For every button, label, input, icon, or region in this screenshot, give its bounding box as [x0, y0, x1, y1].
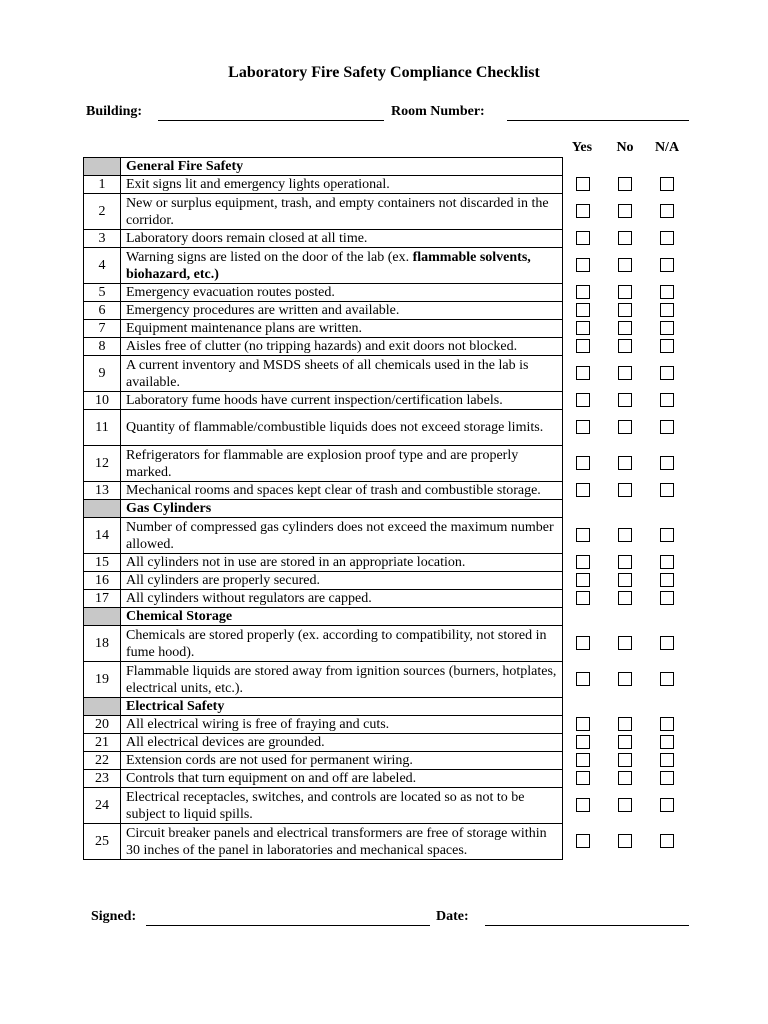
yes-checkbox[interactable] — [576, 753, 590, 767]
na-checkbox[interactable] — [660, 753, 674, 767]
item-number: 14 — [84, 518, 121, 554]
item-text — [121, 752, 563, 770]
section-header-row — [84, 608, 563, 626]
item-text-content: A current inventory and MSDS sheets of all chemicals used in the lab is available. — [126, 357, 529, 390]
checklist-row — [84, 662, 563, 698]
date-label: Date: — [436, 909, 469, 924]
date-field[interactable] — [485, 909, 689, 926]
yes-checkbox[interactable] — [576, 834, 590, 848]
item-number: 17 — [84, 590, 121, 608]
item-text-content: Equipment maintenance plans are written. — [126, 321, 362, 336]
checklist-row — [84, 518, 563, 554]
item-number: 18 — [84, 626, 121, 662]
item-text — [121, 356, 563, 392]
na-checkbox[interactable] — [660, 771, 674, 785]
building-label: Building: — [86, 104, 143, 119]
no-checkbox[interactable] — [618, 798, 632, 812]
na-checkbox[interactable] — [660, 204, 674, 218]
item-number: 19 — [84, 662, 121, 698]
item-number: 21 — [84, 734, 121, 752]
item-number: 4 — [84, 248, 121, 284]
item-number: 1 — [84, 176, 121, 194]
building-field[interactable] — [158, 104, 384, 121]
item-text-content: Electrical receptacles, switches, and controls are located so as not to be subject to liquid spills. — [126, 789, 525, 822]
no-checkbox[interactable] — [618, 456, 632, 470]
item-text — [121, 320, 563, 338]
item-number: 12 — [84, 446, 121, 482]
item-text — [121, 626, 563, 662]
na-checkbox[interactable] — [660, 798, 674, 812]
item-text — [121, 392, 563, 410]
yes-checkbox[interactable] — [576, 735, 590, 749]
checklist-row — [84, 194, 563, 230]
checklist-row — [84, 788, 563, 824]
checklist-row — [84, 338, 563, 356]
item-text-content: Exit signs lit and emergency lights operational. — [126, 177, 390, 192]
item-text-content: Mechanical rooms and spaces kept clear of trash and combustible storage. — [126, 483, 541, 498]
yes-checkbox[interactable] — [576, 483, 590, 497]
na-checkbox[interactable] — [660, 717, 674, 731]
no-checkbox[interactable] — [618, 636, 632, 650]
section-title: Chemical Storage — [121, 608, 563, 626]
item-number: 20 — [84, 716, 121, 734]
item-text — [121, 590, 563, 608]
yes-checkbox[interactable] — [576, 393, 590, 407]
item-number: 3 — [84, 230, 121, 248]
na-checkbox[interactable] — [660, 573, 674, 587]
item-text-content: Aisles free of clutter (no tripping hazards) and exit doors not blocked. — [126, 339, 518, 354]
item-number: 25 — [84, 824, 121, 860]
yes-checkbox[interactable] — [576, 231, 590, 245]
no-checkbox[interactable] — [618, 717, 632, 731]
checklist-row — [84, 734, 563, 752]
item-text — [121, 410, 563, 446]
item-text — [121, 572, 563, 590]
section-header-row — [84, 698, 563, 716]
item-number: 15 — [84, 554, 121, 572]
section-shade-cell — [84, 500, 121, 518]
checklist-row — [84, 392, 563, 410]
signature-field[interactable] — [146, 909, 430, 926]
na-checkbox[interactable] — [660, 420, 674, 434]
item-text-content: Quantity of flammable/combustible liquids does not exceed storage limits. — [126, 420, 544, 435]
item-number: 10 — [84, 392, 121, 410]
yes-checkbox[interactable] — [576, 798, 590, 812]
na-checkbox[interactable] — [660, 258, 674, 272]
item-text-content: Emergency procedures are written and available. — [126, 303, 400, 318]
item-text — [121, 518, 563, 554]
section-header-row — [84, 158, 563, 176]
checklist-row — [84, 356, 563, 392]
no-checkbox[interactable] — [618, 753, 632, 767]
yes-checkbox[interactable] — [576, 177, 590, 191]
na-checkbox[interactable] — [660, 366, 674, 380]
na-column-header: N/A — [654, 140, 680, 155]
item-number: 9 — [84, 356, 121, 392]
item-number: 2 — [84, 194, 121, 230]
no-checkbox[interactable] — [618, 285, 632, 299]
item-text-content: All cylinders not in use are stored in an appropriate location. — [126, 555, 466, 570]
yes-checkbox[interactable] — [576, 339, 590, 353]
yes-checkbox[interactable] — [576, 456, 590, 470]
checklist-row — [84, 410, 563, 446]
no-checkbox[interactable] — [618, 204, 632, 218]
checklist-row — [84, 230, 563, 248]
item-text-content: New or surplus equipment, trash, and empty containers not discarded in the corridor. — [126, 195, 549, 228]
checklist-row — [84, 770, 563, 788]
item-number: 5 — [84, 284, 121, 302]
item-text — [121, 554, 563, 572]
item-text-content: Chemicals are stored properly (ex. according to compatibility, not stored in fume hood). — [126, 627, 547, 660]
yes-checkbox[interactable] — [576, 366, 590, 380]
item-text-content: Emergency evacuation routes posted. — [126, 285, 335, 300]
item-text-content: All cylinders without regulators are capped. — [126, 591, 372, 606]
item-text-content: Number of compressed gas cylinders does not exceed the maximum number allowed. — [126, 519, 554, 552]
no-checkbox[interactable] — [618, 555, 632, 569]
na-checkbox[interactable] — [660, 456, 674, 470]
checklist-row — [84, 554, 563, 572]
yes-checkbox[interactable] — [576, 204, 590, 218]
yes-column-header: Yes — [571, 140, 593, 155]
na-checkbox[interactable] — [660, 672, 674, 686]
item-text — [121, 734, 563, 752]
checklist-row — [84, 716, 563, 734]
item-text — [121, 788, 563, 824]
item-number: 24 — [84, 788, 121, 824]
item-number: 7 — [84, 320, 121, 338]
yes-checkbox[interactable] — [576, 672, 590, 686]
yes-checkbox[interactable] — [576, 591, 590, 605]
no-checkbox[interactable] — [618, 528, 632, 542]
item-number: 16 — [84, 572, 121, 590]
item-text — [121, 248, 563, 284]
na-checkbox[interactable] — [660, 339, 674, 353]
checklist-row — [84, 248, 563, 284]
item-text — [121, 338, 563, 356]
no-checkbox[interactable] — [618, 231, 632, 245]
na-checkbox[interactable] — [660, 483, 674, 497]
checklist-table — [83, 157, 563, 860]
room-number-field[interactable] — [507, 104, 689, 121]
item-text — [121, 824, 563, 860]
item-number: 6 — [84, 302, 121, 320]
na-checkbox[interactable] — [660, 555, 674, 569]
no-checkbox[interactable] — [618, 591, 632, 605]
no-checkbox[interactable] — [618, 303, 632, 317]
item-text-content: Laboratory doors remain closed at all time. — [126, 231, 368, 246]
no-checkbox[interactable] — [618, 834, 632, 848]
item-text — [121, 770, 563, 788]
na-checkbox[interactable] — [660, 636, 674, 650]
checklist-row — [84, 446, 563, 482]
signed-label: Signed: — [91, 909, 137, 924]
no-checkbox[interactable] — [618, 393, 632, 407]
section-shade-cell — [84, 608, 121, 626]
checklist-row — [84, 320, 563, 338]
item-text — [121, 194, 563, 230]
checklist-row — [84, 752, 563, 770]
section-title: Gas Cylinders — [121, 500, 563, 518]
page-title: Laboratory Fire Safety Compliance Checklist — [228, 64, 540, 81]
no-checkbox[interactable] — [618, 321, 632, 335]
item-text-emphasis: flammable solvents, biohazard, etc.) — [126, 249, 531, 282]
yes-checkbox[interactable] — [576, 717, 590, 731]
no-checkbox[interactable] — [618, 672, 632, 686]
no-checkbox[interactable] — [618, 771, 632, 785]
no-checkbox[interactable] — [618, 420, 632, 434]
item-text-content: Warning signs are listed on the door of the lab (ex. — [126, 249, 413, 265]
item-text-content: Extension cords are not used for permanent wiring. — [126, 753, 413, 768]
section-title: Electrical Safety — [121, 698, 563, 716]
item-text-content: Circuit breaker panels and electrical transformers are free of storage within 30 inches of the panel in laboratories and mechanical spaces. — [126, 825, 547, 858]
na-checkbox[interactable] — [660, 393, 674, 407]
item-number: 8 — [84, 338, 121, 356]
item-text-content: Controls that turn equipment on and off are labeled. — [126, 771, 417, 786]
na-checkbox[interactable] — [660, 231, 674, 245]
section-title: General Fire Safety — [121, 158, 563, 176]
na-checkbox[interactable] — [660, 285, 674, 299]
no-checkbox[interactable] — [618, 735, 632, 749]
section-header-row — [84, 500, 563, 518]
yes-checkbox[interactable] — [576, 636, 590, 650]
checklist-row — [84, 590, 563, 608]
na-checkbox[interactable] — [660, 177, 674, 191]
section-shade-cell — [84, 698, 121, 716]
item-text — [121, 176, 563, 194]
yes-checkbox[interactable] — [576, 555, 590, 569]
item-text — [121, 230, 563, 248]
yes-checkbox[interactable] — [576, 420, 590, 434]
item-text — [121, 716, 563, 734]
yes-checkbox[interactable] — [576, 321, 590, 335]
no-checkbox[interactable] — [618, 573, 632, 587]
checklist-row — [84, 572, 563, 590]
no-checkbox[interactable] — [618, 177, 632, 191]
no-checkbox[interactable] — [618, 258, 632, 272]
item-number: 13 — [84, 482, 121, 500]
yes-checkbox[interactable] — [576, 573, 590, 587]
item-text — [121, 446, 563, 482]
item-text-content: Flammable liquids are stored away from ignition sources (burners, hotplates, electrical units, etc.). — [126, 663, 557, 696]
yes-checkbox[interactable] — [576, 303, 590, 317]
item-text-content: All electrical wiring is free of fraying and cuts. — [126, 717, 390, 732]
checklist-row — [84, 284, 563, 302]
yes-checkbox[interactable] — [576, 528, 590, 542]
checklist-row — [84, 176, 563, 194]
yes-checkbox[interactable] — [576, 771, 590, 785]
item-number: 22 — [84, 752, 121, 770]
checklist-row — [84, 824, 563, 860]
no-checkbox[interactable] — [618, 339, 632, 353]
no-column-header: No — [616, 140, 634, 155]
item-text — [121, 662, 563, 698]
item-text-content: Refrigerators for flammable are explosion proof type and are properly marked. — [126, 447, 519, 480]
na-checkbox[interactable] — [660, 321, 674, 335]
no-checkbox[interactable] — [618, 483, 632, 497]
section-shade-cell — [84, 158, 121, 176]
checklist-row — [84, 626, 563, 662]
checklist-row — [84, 482, 563, 500]
item-number: 11 — [84, 410, 121, 446]
na-checkbox[interactable] — [660, 528, 674, 542]
na-checkbox[interactable] — [660, 834, 674, 848]
na-checkbox[interactable] — [660, 591, 674, 605]
yes-checkbox[interactable] — [576, 258, 590, 272]
item-text — [121, 482, 563, 500]
item-text-content: All electrical devices are grounded. — [126, 735, 325, 750]
na-checkbox[interactable] — [660, 735, 674, 749]
item-number: 23 — [84, 770, 121, 788]
room-number-label: Room Number: — [391, 104, 485, 119]
item-text — [121, 284, 563, 302]
item-text-content: Laboratory fume hoods have current inspection/certification labels. — [126, 393, 503, 408]
item-text-content: All cylinders are properly secured. — [126, 573, 320, 588]
item-text — [121, 302, 563, 320]
no-checkbox[interactable] — [618, 366, 632, 380]
yes-checkbox[interactable] — [576, 285, 590, 299]
checklist-row — [84, 302, 563, 320]
na-checkbox[interactable] — [660, 303, 674, 317]
